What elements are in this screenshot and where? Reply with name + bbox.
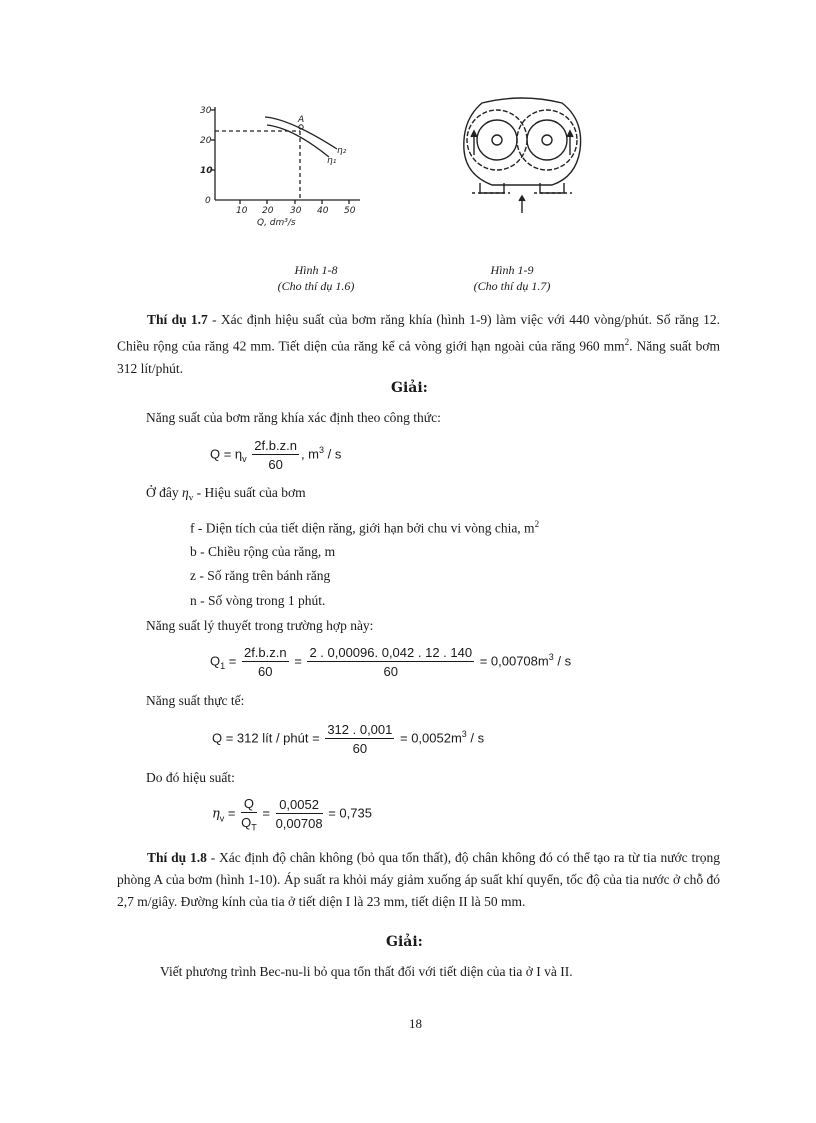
x-tick-40: 40 [317, 206, 329, 216]
eq3-num: 312 . 0,001 [327, 722, 393, 737]
caption-figure-1-9-title: Hình 1-9 [490, 263, 534, 277]
def-f-text: f - Diện tích của tiết diện răng, giới hạn bởi chu vi vòng chia, m [190, 520, 535, 536]
eq1-lhs: Q = η [210, 446, 243, 462]
eq4-num1: Q [241, 796, 257, 813]
eq4-lhs-sub: v [219, 813, 225, 824]
right-gear-hub [542, 135, 552, 145]
closing-line: Viết phương trình Bec-nu-li bỏ qua tổn thất đối với tiết diện của tia ở I và II. [160, 964, 573, 979]
equation-q-formula [210, 438, 341, 472]
eq2-num2: 2 . 0,00096. 0,042 . 12 . 140 [309, 645, 473, 660]
eq2-den2: 60 [383, 664, 398, 679]
example-1-8-label: Thí dụ 1.8 [147, 850, 207, 865]
x-axis-label: Q, dm³/s [257, 218, 296, 228]
example-1-7-text: - Xác định hiệu suất của bơm răng khía (hình 1-9) làm việc với 440 vòng/phút. Số răng 12. Chiều rộng của răng 42 mm. Tiết diện của răng kể cả vòng giới hạn ngoài của răng 960 mm [117, 312, 720, 354]
y-tick-20: 20 [200, 136, 212, 146]
y-tick-30: 30 [200, 106, 212, 116]
caption-figure-1-9 [442, 262, 582, 294]
example-1-7-label: Thí dụ 1.7 [147, 312, 208, 327]
eq1-fraction [252, 438, 299, 472]
solution-heading-1: Giải: [391, 380, 428, 396]
eq1-den: 60 [268, 457, 283, 472]
eq3-fraction [325, 722, 394, 756]
eq4-den1-wrap [241, 813, 257, 833]
example-1-7-paragraph [117, 309, 720, 380]
eq1-sub: v [242, 454, 247, 465]
actual-label: Năng suất thực tế: [146, 693, 245, 708]
right-gear-outer [517, 110, 577, 170]
x-tick-20: 20 [262, 206, 274, 216]
equation-q1: $Q_1$ = $\frac{2f.b.z.n}{60}$ = $\frac{2 . 0,00096. 0,042 . 12 . 140}{60}$ = $0,00708m^3$ / s [210, 645, 572, 679]
pump-casing [464, 98, 581, 185]
where-line [146, 485, 306, 503]
eq4-den1-sub: T [251, 822, 257, 833]
where-prefix: Ở đây [146, 485, 182, 500]
example-1-8-paragraph [117, 847, 720, 913]
where-symbol: η [182, 485, 189, 500]
left-gear-hub [492, 135, 502, 145]
eq4-fraction-2 [276, 797, 323, 831]
eq3-rhs-sup: 3 [461, 729, 467, 740]
def-b: b - Chiều rộng của răng, m [190, 544, 336, 559]
eq2-fraction-1 [242, 645, 289, 679]
point-a-label: A [298, 115, 305, 125]
eq4-rhs: = 0,735 [324, 805, 372, 821]
eq4-den2: 0,00708 [275, 816, 323, 832]
eq4-num2: 0,0052 [276, 797, 323, 814]
eq2-den1: 60 [258, 664, 273, 679]
eq3-lhs: Q = 312 lít / phút = [212, 730, 320, 746]
equation-q-actual [212, 722, 484, 756]
caption-figure-1-8-title: Hình 1-8 [294, 263, 338, 277]
solution-heading-2: Giải: [386, 934, 423, 950]
eq3-rhs: = 0,0052m [396, 730, 462, 746]
right-gear-inner [527, 120, 567, 160]
left-gear-outer [467, 110, 527, 170]
left-gear-inner [477, 120, 517, 160]
eq2-lhs: Q [210, 653, 221, 669]
theory-label: Năng suất lý thuyết trong trường hợp này: [146, 618, 374, 633]
eq1-num: 2f.b.z.n [254, 438, 297, 453]
curve-eta1-label: η₁ [327, 156, 337, 166]
curve-eta2-label: η₂ [337, 146, 347, 156]
eq4-lhs: η [212, 806, 220, 822]
eq2-fraction-2 [307, 645, 474, 679]
caption-figure-1-9-sub: (Cho thí dụ 1.7) [473, 279, 551, 293]
def-z: z - Số răng trên bánh răng [190, 568, 331, 583]
eq3-den: 60 [352, 741, 368, 756]
eq1-unit: , m [300, 446, 319, 462]
figure-1-9-gear-pump [452, 95, 592, 215]
equation-efficiency: $\eta_v$ = $\frac{Q}{Q_T}$ = $\frac{0,0052}{0,00708}$ = 0,735 [212, 796, 372, 833]
eq1-unit-sup: 3 [319, 445, 325, 456]
eq3-rhs-end: / s [466, 730, 485, 746]
eq1-unit-end: / s [324, 446, 342, 462]
x-tick-10: 10 [236, 206, 248, 216]
def-f-sup: 2 [534, 519, 540, 529]
where-text: - Hiệu suất của bơm [193, 485, 306, 500]
y-tick-0: 0 [205, 196, 211, 206]
x-tick-50: 50 [344, 206, 356, 216]
eq2-rhs-end: / s [553, 653, 572, 669]
eq2-rhs-sup: 3 [548, 652, 554, 663]
def-f [190, 519, 539, 537]
eq4-den1: Q [241, 815, 252, 830]
example-1-7-sup: 2 [624, 337, 630, 347]
eq2-lhs-sub: 1 [220, 661, 226, 672]
eq2-rhs: = 0,00708m [476, 653, 549, 669]
example-1-8-text: - Xác định độ chân không (bỏ qua tổn thất), độ chân không đó có thể tạo ra từ tia nước trọng phòng A của bơm (hình 1-10). Áp suất ra khỏi máy giảm xuống áp suất khí quyển, tốc độ của tia nước ở chỗ đó 2,7 m/giây. Đường kính của tia ở tiết diện I là 23 mm, tiết diện II là 50 mm. [117, 850, 720, 909]
example-1-7-text-end: . Năng suất bơm 312 lít/phút. [117, 338, 720, 376]
curve-eta1 [267, 125, 329, 157]
caption-figure-1-8-sub: (Cho thí dụ 1.6) [277, 279, 355, 293]
efficiency-label: Do đó hiệu suất: [146, 770, 235, 785]
page-number: 18 [409, 1016, 422, 1031]
caption-figure-1-8 [246, 262, 386, 294]
def-n: n - Số vòng trong 1 phút. [190, 593, 326, 608]
where-sub: v [188, 492, 194, 503]
figure-1-8-graph [195, 95, 370, 230]
x-tick-30: 30 [290, 206, 302, 216]
eq4-fraction-1 [241, 796, 257, 833]
eq2-num1: 2f.b.z.n [243, 645, 287, 660]
intro-line: Năng suất của bơm răng khía xác định theo công thức: [146, 410, 441, 425]
y-tick-10: 10 [200, 166, 213, 176]
